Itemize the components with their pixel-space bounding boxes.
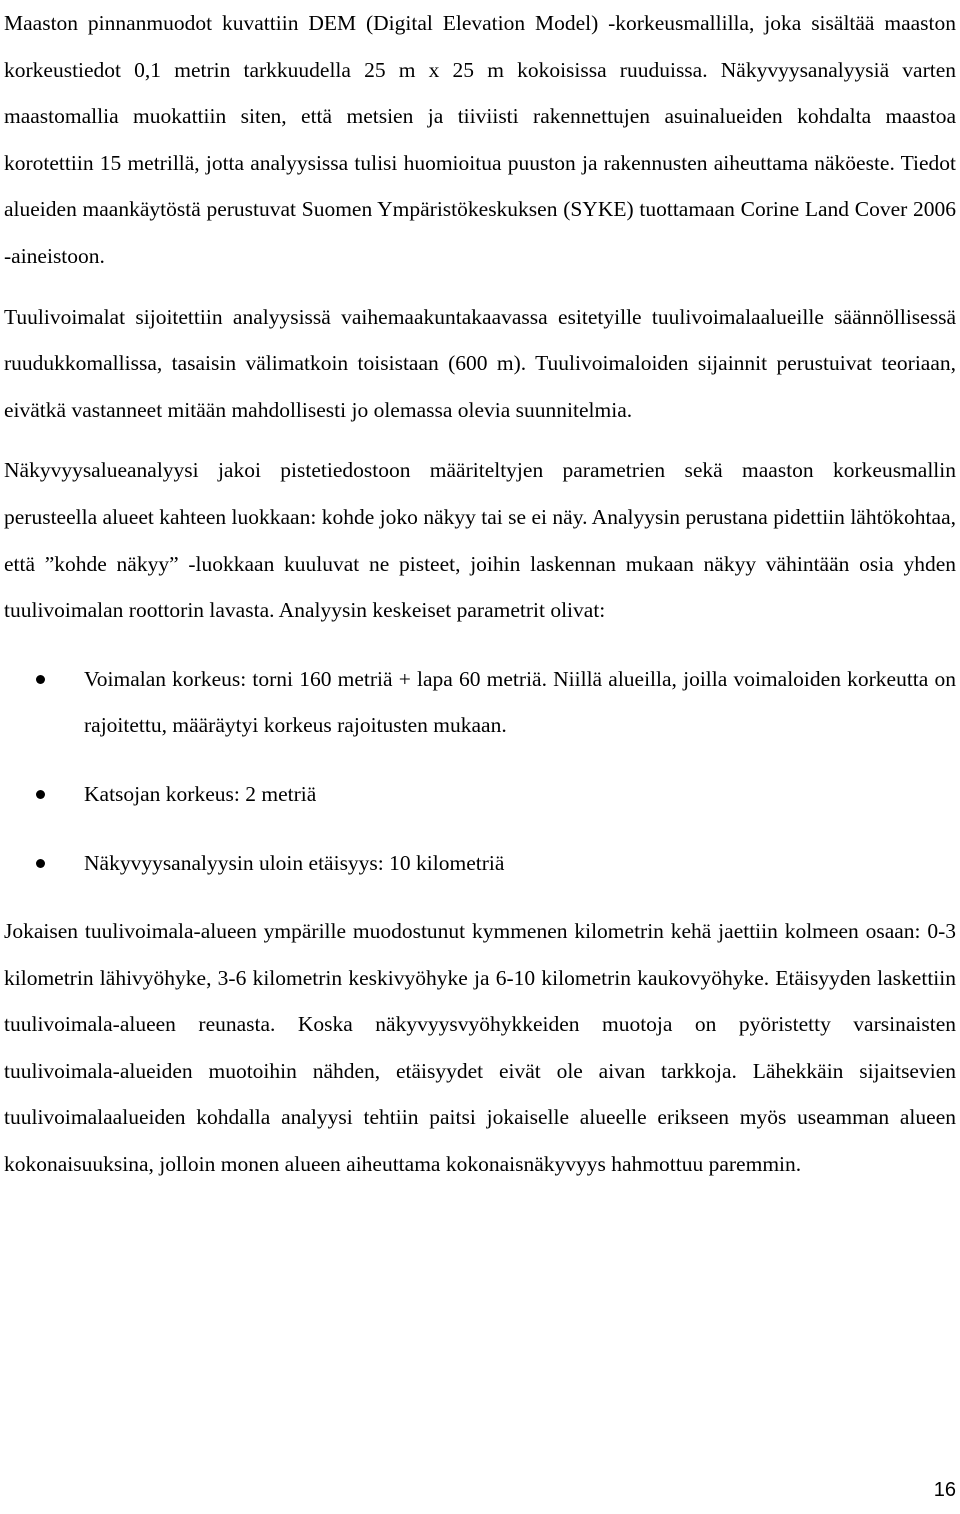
list-item-text: Katsojan korkeus: 2 metriä	[84, 781, 317, 806]
bullet-icon	[36, 790, 45, 799]
list-item	[4, 840, 956, 887]
list-item-text: Näkyvyysanalyysin uloin etäisyys: 10 kilometriä	[84, 850, 505, 875]
bullet-icon	[36, 859, 45, 868]
bullet-icon	[36, 675, 45, 684]
paragraph-turbine-placement: Tuulivoimalat sijoitettiin analyysissä vaihemaakuntakaavassa esitetyille tuulivoimalaalueille säännöllisessä ruudukkomallissa, tasaisin välimatkoin toisistaan (600 m). Tuulivoimaloiden sijainnit perustuivat teoriaan, eivätkä vastanneet mitään mahdollisesti jo olemassa olevia suunnitelmia.	[4, 304, 956, 422]
list-item-text: Voimalan korkeus: torni 160 metriä + lapa 60 metriä. Niillä alueilla, joilla voimaloiden korkeutta on rajoitettu, määräytyi korkeus rajoitusten mukaan.	[84, 666, 956, 738]
paragraph-distance-zones: Jokaisen tuulivoimala-alueen ympärille muodostunut kymmenen kilometrin kehä jaettiin kolmeen osaan: 0-3 kilometrin lähivyöhyke, 3-6 kilometrin keskivyöhyke ja 6-10 kilometrin kaukovyöhyke. Etäisyyden laskettiin tuulivoimala-alueen reunasta. Koska näkyvyysvyöhykkeiden muotoja on pyöristetty varsinaisten tuulivoimala-alueiden muotoihin nähden, etäisyydet eivät ole aivan tarkkoja. Lähekkäin sijaitsevien tuulivoimalaalueiden kohdalla analyysi tehtiin paitsi jokaiselle alueelle erikseen myös useamman alueen kokonaisuuksina, jolloin monen alueen aiheuttama kokonaisnäkyvyys hahmottuu paremmin.	[4, 919, 956, 1177]
document-page	[4, 0, 956, 1188]
paragraph-visibility-analysis: Näkyvyysalueanalyysi jakoi pistetiedostoon määriteltyjen parametrien sekä maaston korkeusmallin perusteella alueet kahteen luokkaan: kohde joko näkyy tai se ei näy. Analyysin perustana pidettiin lähtökohtaa, että ”kohde näkyy” -luokkaan kuuluvat ne pisteet, joihin laskennan mukaan näkyy vähintään osia yhden tuulivoimalan roottorin lavasta. Analyysin keskeiset parametrit olivat:	[4, 458, 956, 623]
parameter-list	[4, 656, 956, 886]
list-item	[4, 771, 956, 818]
paragraph-dem: Maaston pinnanmuodot kuvattiin DEM (Digital Elevation Model) -korkeusmallilla, joka sisältää maaston korkeustiedot 0,1 metrin tarkkuudella 25 m x 25 m kokoisissa ruuduissa. Näkyvyysanalyysiä varten maastomallia muokattiin siten, että metsien ja tiiviisti rakennettujen asuinalueiden kohdalta maastoa korotettiin 15 metrillä, jotta analyysissa tulisi huomioitua puuston ja rakennusten aiheuttama näköeste. Tiedot alueiden maankäytöstä perustuvat Suomen Ympäristökeskuksen (SYKE) tuottamaan Corine Land Cover 2006 -aineistoon.	[4, 11, 956, 268]
list-item	[4, 656, 956, 749]
page-number: 16	[933, 1479, 956, 1501]
